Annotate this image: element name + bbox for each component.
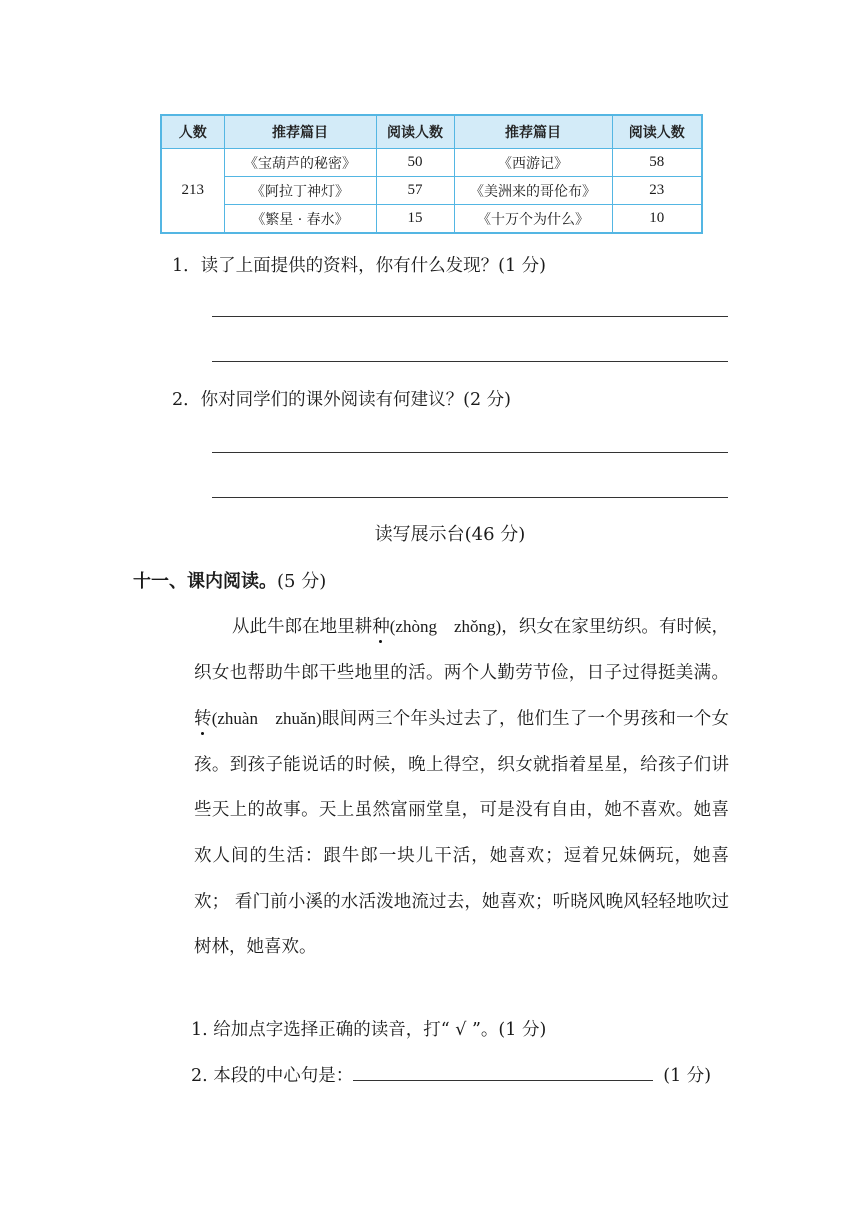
table-header-row — [161, 115, 702, 149]
sub-question-1: 1. 给加点字选择正确的读音，打“ √ ”。(1 分) — [191, 1020, 547, 1040]
reader-count-cell: 10 — [612, 205, 702, 234]
reader-count-cell: 15 — [376, 205, 454, 234]
sub-question-2 — [191, 1062, 711, 1087]
pinyin-options[interactable]: (zhòng zhǒng) — [389, 617, 502, 636]
answer-line[interactable] — [212, 316, 728, 317]
reader-count-cell: 23 — [612, 177, 702, 205]
passage-text: 从此牛郎在地里耕 — [232, 617, 373, 637]
answer-line[interactable] — [212, 361, 728, 362]
answer-line[interactable] — [212, 452, 728, 453]
table-row — [161, 205, 702, 234]
reader-count-cell: 50 — [376, 149, 454, 177]
exercise-heading-text: 十一、课内阅读。 — [133, 571, 277, 592]
header-readers: 阅读人数 — [612, 115, 702, 149]
reading-passage — [194, 604, 729, 971]
header-readers: 阅读人数 — [376, 115, 454, 149]
passage-text: 眼间两三个年头过去了，他们生了一个男孩和一个女孩。到孩子能说话的时候，晚上得空，织女就指着星星，给孩子们讲些天上的故事。天上虽然富丽堂皇，可是没有自由，她不喜欢。她喜欢人间的生活：跟牛郎一块儿干活，她喜欢；逗着兄妹俩玩，她喜欢； 看门前小溪的水活泼地流过去，她喜欢；听晓风晚风轻轻地吹过树林，她喜欢。 — [194, 709, 730, 958]
passage-text: ，织女在家里纺织。有时候，织女也帮助牛郎干些地里的活。两个人勤劳节俭，日子过得挺美满。 — [194, 617, 730, 683]
exercise-points: (5 分) — [277, 571, 327, 592]
answer-line[interactable] — [212, 497, 728, 498]
header-book: 推荐篇目 — [224, 115, 376, 149]
book-cell: 《宝葫芦的秘密》 — [224, 149, 376, 177]
pinyin-options[interactable]: (zhuàn zhuǎn) — [211, 709, 322, 729]
question-2: 2．你对同学们的课外阅读有何建议？(2 分) — [172, 390, 511, 410]
book-cell: 《西游记》 — [454, 149, 612, 177]
table-row — [161, 149, 702, 177]
dotted-character: 转 — [194, 709, 212, 730]
total-count-cell: 213 — [161, 149, 224, 234]
table-row — [161, 177, 702, 205]
exercise-heading — [133, 567, 326, 593]
sub-question-2-label: 2. 本段的中心句是： — [191, 1066, 354, 1086]
book-cell: 《阿拉丁神灯》 — [224, 177, 376, 205]
reading-survey-table — [160, 114, 703, 234]
book-cell: 《繁星 · 春水》 — [224, 205, 376, 234]
dotted-character: 种 — [372, 617, 390, 637]
reader-count-cell: 58 — [612, 149, 702, 177]
reader-count-cell: 57 — [376, 177, 454, 205]
section-title: 读写展示台(46 分) — [374, 524, 526, 545]
book-cell: 《十万个为什么》 — [454, 205, 612, 234]
header-book: 推荐篇目 — [454, 115, 612, 149]
sub-question-2-points: (1 分) — [663, 1066, 712, 1086]
question-1: 1．读了上面提供的资料，你有什么发现？(1 分) — [172, 256, 546, 276]
answer-blank[interactable] — [353, 1062, 653, 1081]
header-people: 人数 — [161, 115, 224, 149]
book-cell: 《美洲来的哥伦布》 — [454, 177, 612, 205]
